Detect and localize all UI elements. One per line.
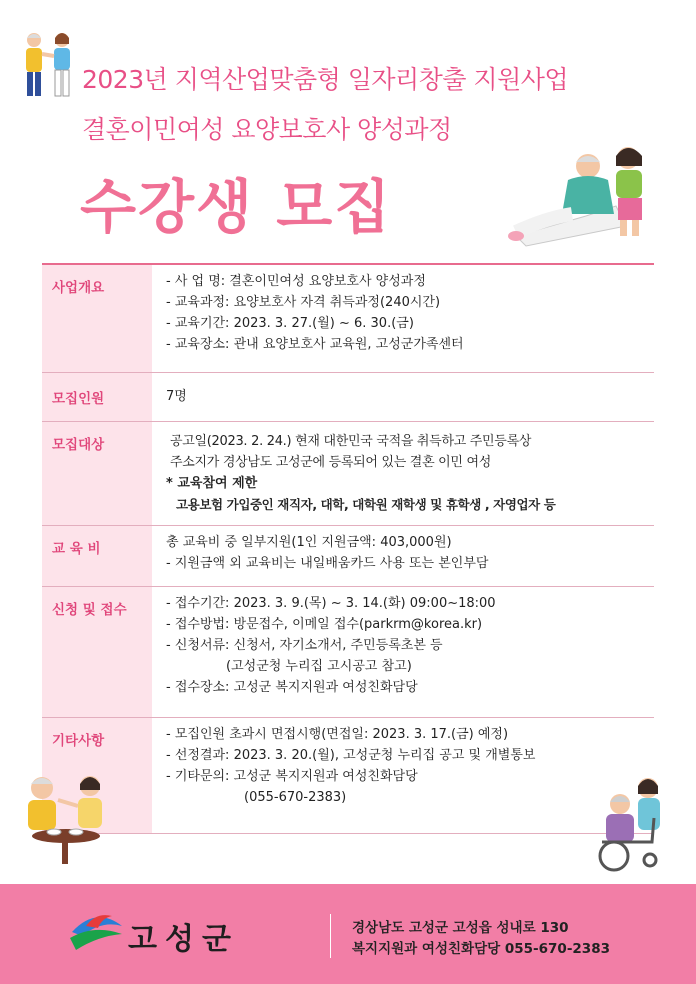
wheelchair-elder-illustration-bottom-right [594,774,674,874]
row-tuition [42,526,654,587]
row-label: 모집대상 [42,422,152,525]
row-eligibility [42,422,654,526]
overview-line: - 교육기간: 2023. 3. 27.(월) ~ 6. 30.(금) [166,316,414,331]
row-other [42,718,654,834]
footer-address: 경상남도 고성군 고성읍 성내로 130 [352,920,569,936]
row-label: 모집인원 [42,373,152,421]
application-line: - 접수기간: 2023. 3. 9.(목) ~ 3. 14.(화) 09:00~18:00 [166,596,496,611]
reclining-elder-illustration-top-right [506,136,656,251]
eligibility-line: 주소지가 경상남도 고성군에 등록되어 있는 결혼 이민 여성 [170,455,492,470]
overview-line: - 교육과정: 요양보호사 자격 취득과정(240시간) [166,295,441,310]
eligibility-restriction-detail: 고용보험 가입중인 재직자, 대학, 대학원 재학생 및 휴학생 , 자영업자 등 [176,497,556,512]
eligibility-line: 공고일(2023. 2. 24.) 현재 대한민국 국적을 취득하고 주민등록상 [170,434,532,449]
row-capacity [42,373,654,422]
capacity-value: 7명 [166,389,187,404]
application-line: - 접수장소: 고성군 복지지원과 여성친화담당 [166,680,418,695]
row-overview [42,265,654,373]
footer [0,884,696,984]
tuition-line: 총 교육비 중 일부지원(1인 지원금액: 403,000원) [166,535,452,550]
overview-line: - 교육장소: 관내 요양보호사 교육원, 고성군가족센터 [166,337,464,352]
other-phone: (055-670-2383) [244,790,347,805]
application-line: - 접수방법: 방문접수, 이메일 접수(parkrm@korea.kr) [166,617,483,632]
row-application [42,587,654,718]
eligibility-restriction-title: * 교육참여 제한 [166,476,258,491]
row-label: 사업개요 [42,265,152,372]
county-logo-icon [66,908,126,956]
footer-contact: 복지지원과 여성친화담당 055-670-2383 [352,941,610,957]
other-line: - 기타문의: 고성군 복지지원과 여성친화담당 [166,769,418,784]
row-label: 기타사항 [42,718,152,833]
application-note: (고성군청 누리집 고시공고 참고) [226,659,412,674]
overview-line: - 사 업 명: 결혼이민여성 요양보호사 양성과정 [166,274,426,289]
county-logo-text: 고성군 [128,922,239,957]
header-line2: 결혼이민여성 요양보호사 양성과정 [82,115,452,144]
footer-divider [330,914,331,958]
row-label: 교 육 비 [42,526,152,586]
other-line: - 모집인원 초과시 면접시행(면접일: 2023. 3. 17.(금) 예정) [166,727,509,742]
headline: 수강생 모집 [80,173,393,241]
info-table [42,263,654,834]
application-line: - 신청서류: 신청서, 자기소개서, 주민등록초본 등 [166,638,443,653]
row-label: 신청 및 접수 [42,587,152,717]
eating-elder-illustration-bottom-left [14,770,114,870]
caregiver-elder-illustration-top-left [12,28,82,100]
other-line: - 선정결과: 2023. 3. 20.(월), 고성군청 누리집 공고 및 개별통보 [166,748,536,763]
header-line1: 2023년 지역산업맞춤형 일자리창출 지원사업 [82,65,569,94]
tuition-line: - 지원금액 외 교육비는 내일배움카드 사용 또는 본인부담 [166,556,489,571]
